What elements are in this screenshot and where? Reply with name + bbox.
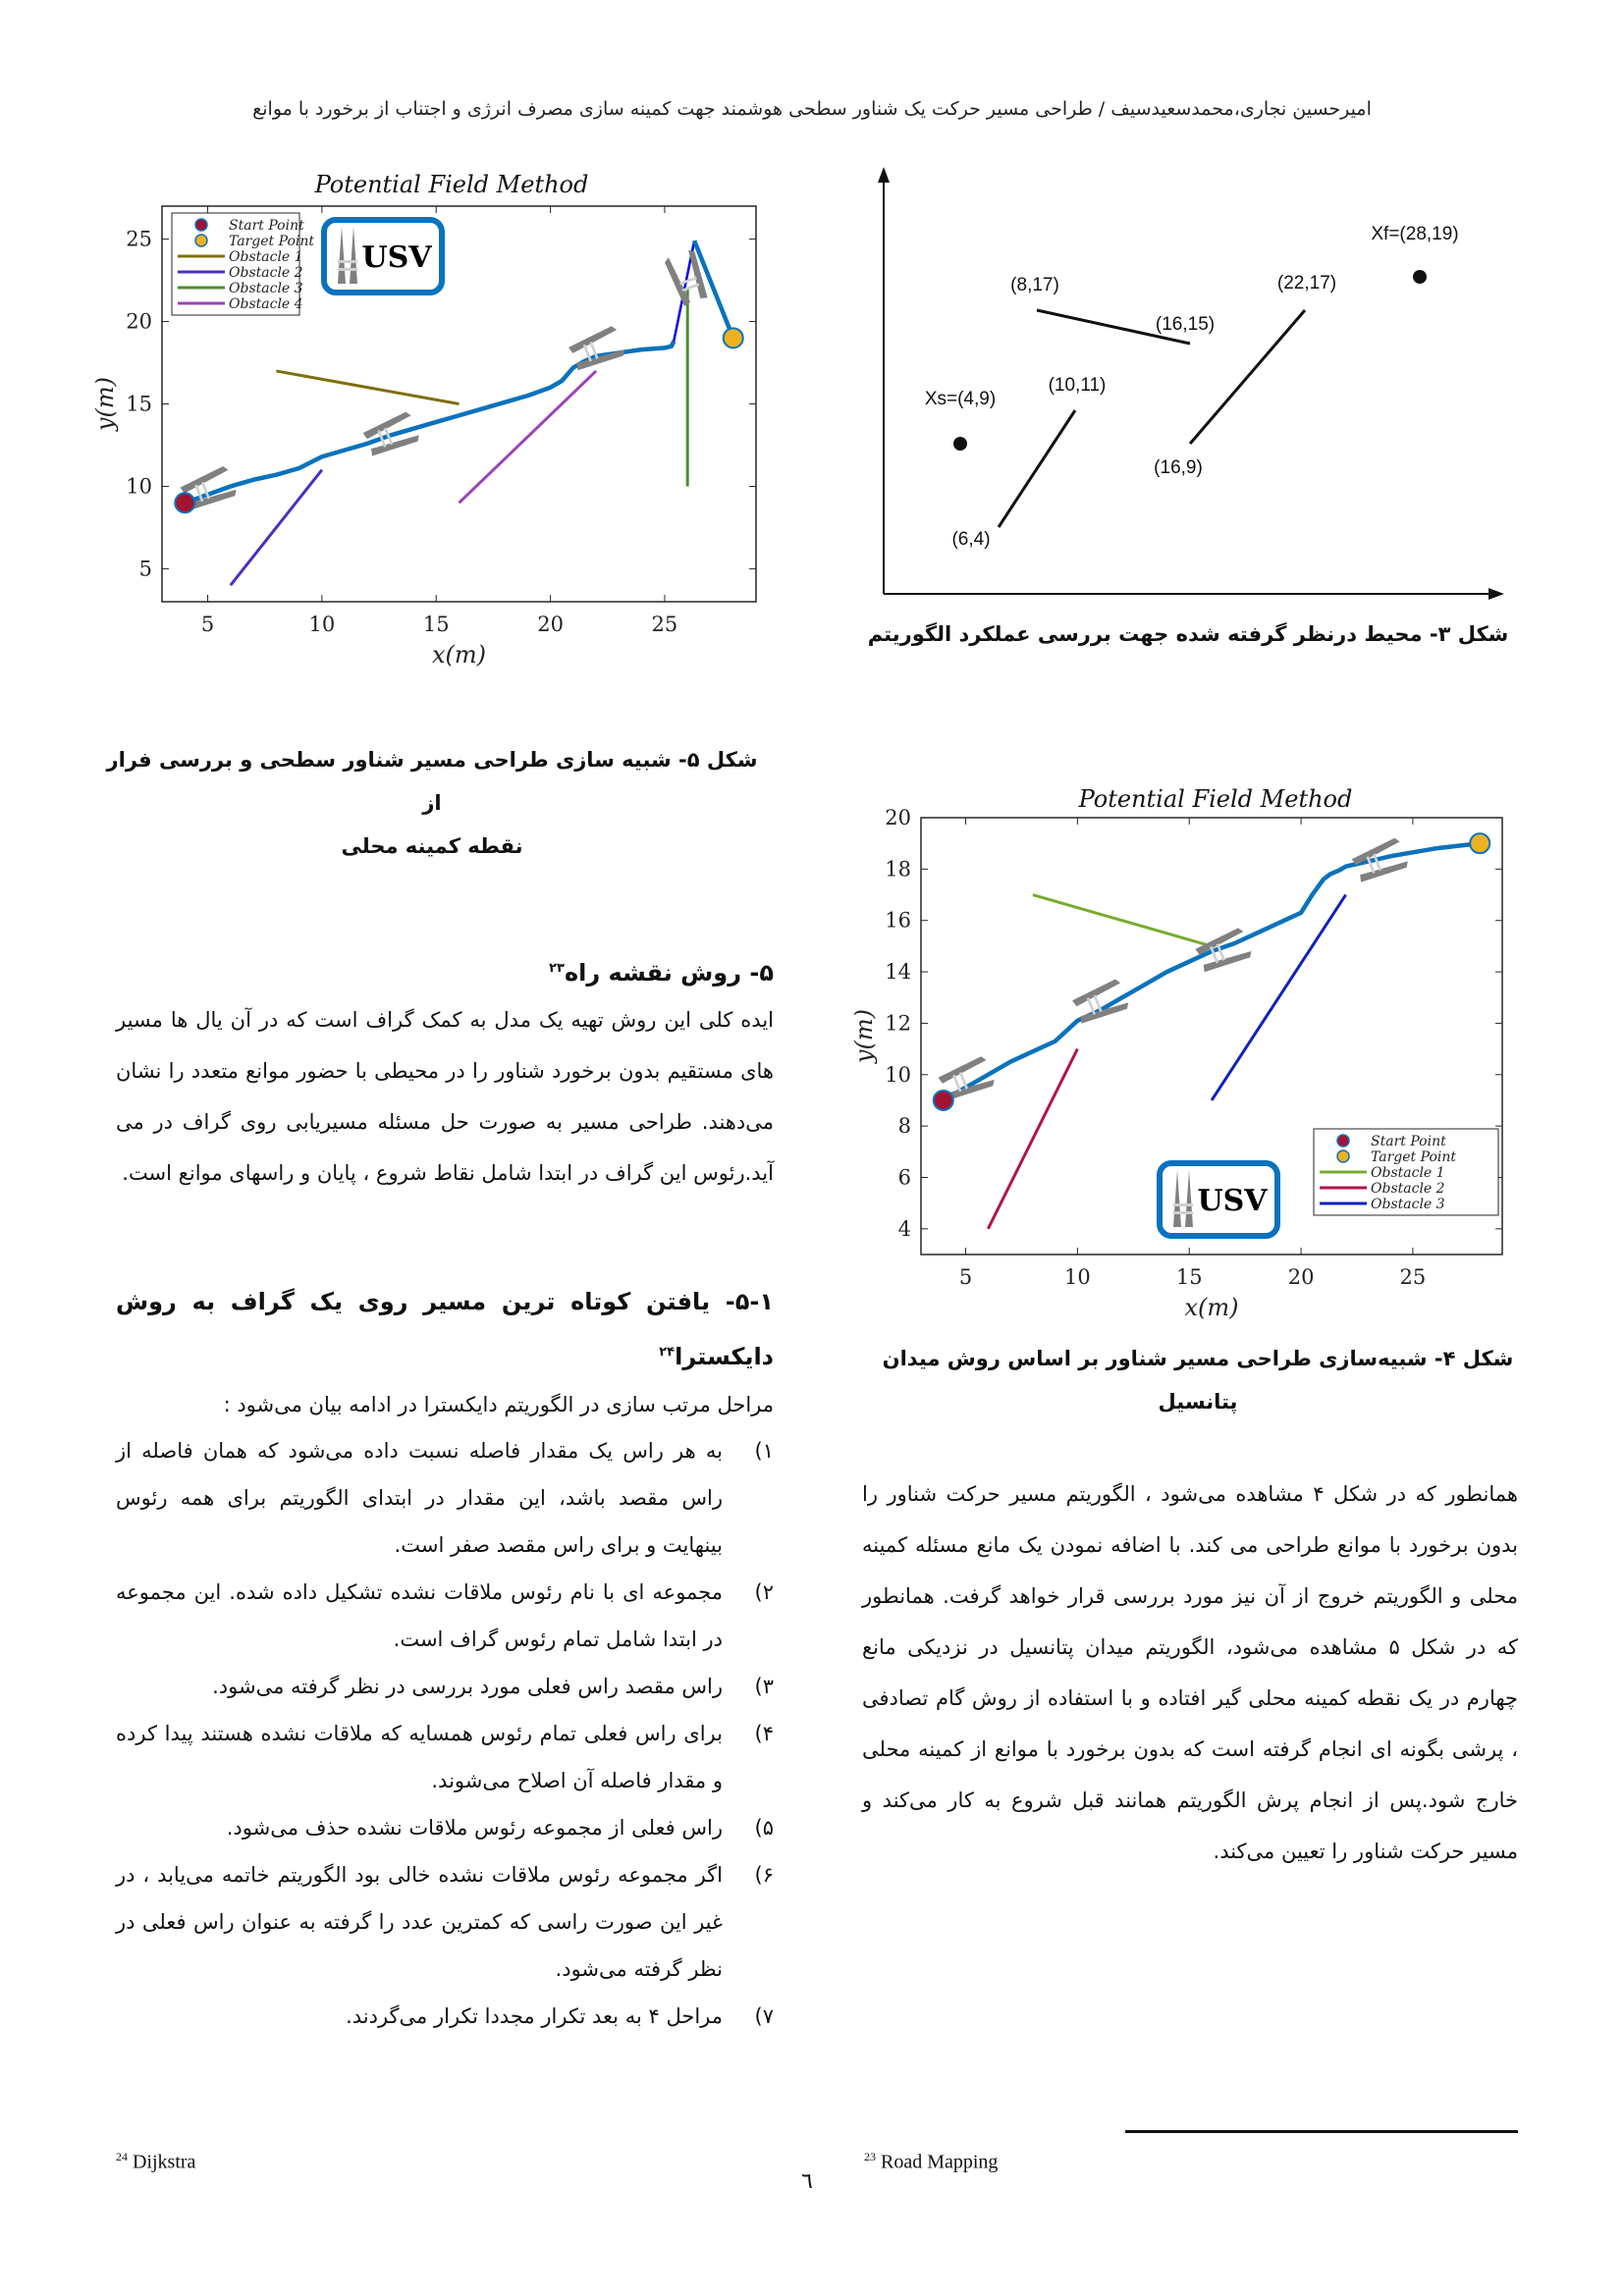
figure-5-caption-line-1: شکل ۵- شبیه سازی طراحی مسیر شناور سطحی و بررسی فرار از — [106, 748, 758, 815]
footnote-separator — [1125, 2130, 1518, 2133]
section-5-1-intro: مراحل مرتب سازی در الگوریتم دایکسترا در ادامه بیان می‌شود : — [223, 1393, 774, 1416]
chart-legend — [172, 213, 314, 315]
target-point-marker — [724, 328, 743, 347]
y-tick-label: 20 — [885, 806, 911, 829]
usv-badge-label: USV — [1197, 1184, 1268, 1218]
usv-path-line — [185, 342, 674, 504]
legend-start-swatch — [1337, 1135, 1349, 1147]
section-5 — [116, 947, 774, 1199]
x-tick-label: 25 — [651, 613, 678, 636]
x-tick-label: 5 — [200, 613, 215, 636]
target-point-marker — [1470, 833, 1489, 853]
y-tick-label: 4 — [897, 1216, 911, 1241]
legend-target-swatch — [195, 235, 207, 246]
usv-crossbar — [338, 268, 357, 271]
step-item: ۷) مراحل ۴ به بعد تکرار مجددا تکرار می‌گردند. — [346, 2004, 774, 2028]
x-tick-label: 5 — [958, 1265, 973, 1289]
x-tick-label: 20 — [1287, 1265, 1315, 1289]
figure-4-plot — [844, 785, 1551, 1335]
legend-target-swatch — [1337, 1150, 1349, 1162]
section-5-1-heading: ۵-۱- یافتن کوتاه ترین مسیر روی یک گراف به روش دایکسترا$^{۲۴}$ — [116, 1288, 774, 1370]
usv-badge — [324, 220, 442, 293]
figure-4-title: Potential Field Method — [1078, 785, 1353, 813]
start-point-marker — [934, 1091, 953, 1110]
figure-5-caption-line-2: نقطه کمینه محلی — [341, 834, 523, 858]
endpoint-label: (16,15) — [1155, 314, 1216, 335]
chart-legend — [1314, 1129, 1498, 1215]
y-tick-label: 5 — [138, 557, 152, 581]
start-point-marker — [175, 493, 194, 512]
y-axis-arrow-icon — [878, 167, 890, 183]
figure-5 — [59, 167, 766, 668]
figure-4-caption-line-1: شکل ۴- شبیه‌سازی طراحی مسیر شناور بر اساس روش میدان — [882, 1347, 1514, 1370]
step-item: ۲) مجموعه ای با نام رئوس ملاقات نشده تشکیل داده شده. این مجموعه در ابتدا شامل تمام رئوس گراف است. — [116, 1580, 774, 1651]
x-tick-label: 15 — [422, 613, 450, 636]
legend-entry-label: Obstacle 1 — [229, 249, 303, 265]
step-item: ۳) راس مقصد راس فعلی مورد بررسی در نظر گرفته می‌شود. — [212, 1675, 774, 1698]
figure-5-title: Potential Field Method — [314, 171, 589, 198]
x-axis-label: x(m) — [1184, 1294, 1239, 1321]
step-item: ۴) برای راس فعلی تمام رئوس همسایه که ملاقات نشده هستند پیدا کرده و مقدار فاصله آن اصلاح می‌شوند. — [116, 1722, 774, 1792]
start-point-dot — [953, 437, 967, 451]
usv-crossbar — [1173, 1203, 1193, 1206]
obstacle-line — [460, 371, 597, 503]
usv-marker-icon — [1194, 927, 1254, 976]
usv-path-line — [944, 843, 1480, 1100]
legend-entry-label: Target Point — [1371, 1149, 1457, 1165]
x-tick-label: 20 — [537, 613, 564, 636]
figure-5-caption — [98, 738, 766, 868]
results-paragraph: همانطور که در شکل ۴ مشاهده می‌شود ، الگوریتم مسیر حرکت شناور را بدون برخورد با موانع طراحی می کند. با اضافه نمودن یک مانع مسئله کمینه محلی و الگوریتم خروج از آن نیز مورد بررسی قرار خواهد گرفت. همانطور که در شکل ۵ مشاهده می‌شود، الگوریتم میدان پتانسیل در نزدیکی مانع چهارم در یک نقطه کمینه محلی گیر افتاده و با استفاده از روش گام تصادفی ، پرشی بگونه ای انجام گرفته است که بدون برخورد با موانع از کمینه محلی خارج شود.پس از انجام پرش الگوریتم همانند قبل شروع به کار می‌کند و مسیر حرکت شناور را تعیین می‌کند. — [862, 1482, 1519, 1863]
y-tick-label: 6 — [897, 1165, 911, 1190]
obstacle-segment — [999, 410, 1075, 527]
endpoint-label: (22,17) — [1276, 273, 1337, 294]
step-item: ۶) اگر مجموعه رئوس ملاقات نشده خالی بود الگوریتم خاتمه می‌یابد ، در غیر این صورت راسی که کمترین عدد را گرفته به عنوان راس فعلی در نظر گرفته می‌شود. — [116, 1863, 774, 1981]
endpoint-label: (6,4) — [951, 529, 991, 550]
obstacle-line — [276, 371, 459, 404]
y-tick-label: 10 — [126, 474, 152, 499]
footnote-ref-23[interactable]: ۲۳ — [549, 961, 565, 976]
obstacle-line — [988, 1049, 1077, 1229]
figure-4 — [844, 785, 1551, 1335]
obstacle-line — [1212, 895, 1346, 1100]
legend-entry-label: Obstacle 4 — [229, 296, 303, 312]
page-number: ٦ — [801, 2169, 813, 2194]
footnote-24: $^{24}$ Dijkstra — [116, 2150, 196, 2173]
endpoint-label: (10,11) — [1048, 375, 1107, 396]
y-tick-label: 15 — [126, 392, 152, 416]
x-tick-label: 25 — [1399, 1265, 1427, 1289]
x-tick-label: 10 — [308, 613, 336, 636]
x-axis-label: x(m) — [431, 641, 487, 668]
usv-badge-label: USV — [361, 240, 432, 275]
y-tick-label: 12 — [885, 1011, 911, 1036]
usv-crossbar — [1173, 1211, 1193, 1214]
step-item: ۱) به هر راس یک مقدار فاصله نسبت داده می‌شود که همان فاصله از راس مقصد باشد، این مقدار در ابتدای الگوریتم برای همه رئوس بینهایت و برای راس مقصد صفر است. — [116, 1439, 774, 1557]
legend-entry-label: Obstacle 3 — [1371, 1197, 1445, 1212]
endpoint-label: (16,9) — [1154, 457, 1203, 478]
figure-4-caption — [864, 1337, 1532, 1423]
legend-entry-label: Obstacle 3 — [229, 281, 303, 296]
legend-entry-label: Obstacle 2 — [1371, 1181, 1445, 1197]
x-tick-label: 15 — [1175, 1265, 1203, 1289]
usv-hull — [575, 345, 626, 374]
usv-crossbar — [338, 260, 357, 263]
legend-entry-label: Target Point — [229, 234, 315, 249]
footnote-23: $^{23}$ Road Mapping — [864, 2150, 999, 2173]
obstacle-line — [1033, 895, 1212, 946]
usv-crossbar — [679, 277, 697, 286]
usv-hull — [1079, 997, 1130, 1027]
figure-5-plot — [59, 167, 766, 746]
figure-4-caption-line-2: پتانسیل — [1158, 1390, 1238, 1414]
legend-entry-label: Obstacle 1 — [1371, 1165, 1445, 1181]
x-axis-arrow-icon — [1489, 588, 1504, 600]
legend-entry-label: Start Point — [229, 218, 304, 234]
obstacle-line — [231, 470, 322, 586]
section-5-heading: ۵- روش نقشه راه$^{۲۳}$ — [549, 959, 774, 987]
legend-entry-label: Obstacle 2 — [229, 265, 303, 281]
y-tick-label: 10 — [885, 1062, 911, 1087]
target-point-label: Xf=(28,19) — [1371, 224, 1459, 244]
dijkstra-steps — [116, 1427, 774, 2040]
usv-crossbar — [952, 1075, 961, 1093]
running-header: امیرحسین نجاری،محمدسعیدسیف / طراحی مسیر حرکت یک شناور سطحی هوشمند جهت کمینه سازی مصرف انرژی و اجتناب از برخورد با موانع — [252, 98, 1372, 120]
y-tick-label: 25 — [126, 227, 152, 251]
y-axis-label: y(m) — [850, 1008, 878, 1064]
legend-entry-label: Start Point — [1371, 1134, 1446, 1149]
endpoint-label: (8,17) — [1010, 275, 1059, 295]
section-5-1 — [116, 1276, 774, 2040]
y-tick-label: 8 — [897, 1114, 911, 1139]
usv-marker-icon — [1350, 836, 1410, 885]
figure-3-diagram — [854, 157, 1542, 618]
y-tick-label: 14 — [885, 960, 911, 985]
y-tick-label: 20 — [126, 309, 152, 334]
y-tick-label: 18 — [885, 857, 911, 881]
y-axis-label: y(m) — [91, 376, 119, 432]
x-tick-label: 10 — [1064, 1265, 1091, 1289]
section-5-paragraph: ایده کلی این روش تهیه یک مدل به کمک گراف است که در آن یال ها مسیر های مستقیم بدون برخورد شناور را در محیطی با حضور موانع متعدد را نشان می‌دهند. طراحی مسیر به صورت حل مسئله مسیریابی روی گراف در می آید.رئوس این گراف در ابتدا شامل نقاط شروع ، پایان و راسهای موانع است. — [116, 1008, 774, 1185]
usv-badge — [1160, 1163, 1277, 1236]
footnote-ref-24[interactable]: ۲۴ — [659, 1345, 676, 1360]
figure-3-caption: شکل ۳- محیط درنظر گرفته شده جهت بررسی عملکرد الگوریتم — [867, 622, 1509, 646]
start-point-label: Xs=(4,9) — [924, 389, 997, 409]
target-point-dot — [1413, 270, 1427, 284]
legend-start-swatch — [195, 219, 207, 231]
y-tick-label: 16 — [885, 908, 911, 933]
step-item: ۵) راس فعلی از مجموعه رئوس ملاقات نشده حذف می‌شود. — [226, 1816, 774, 1840]
